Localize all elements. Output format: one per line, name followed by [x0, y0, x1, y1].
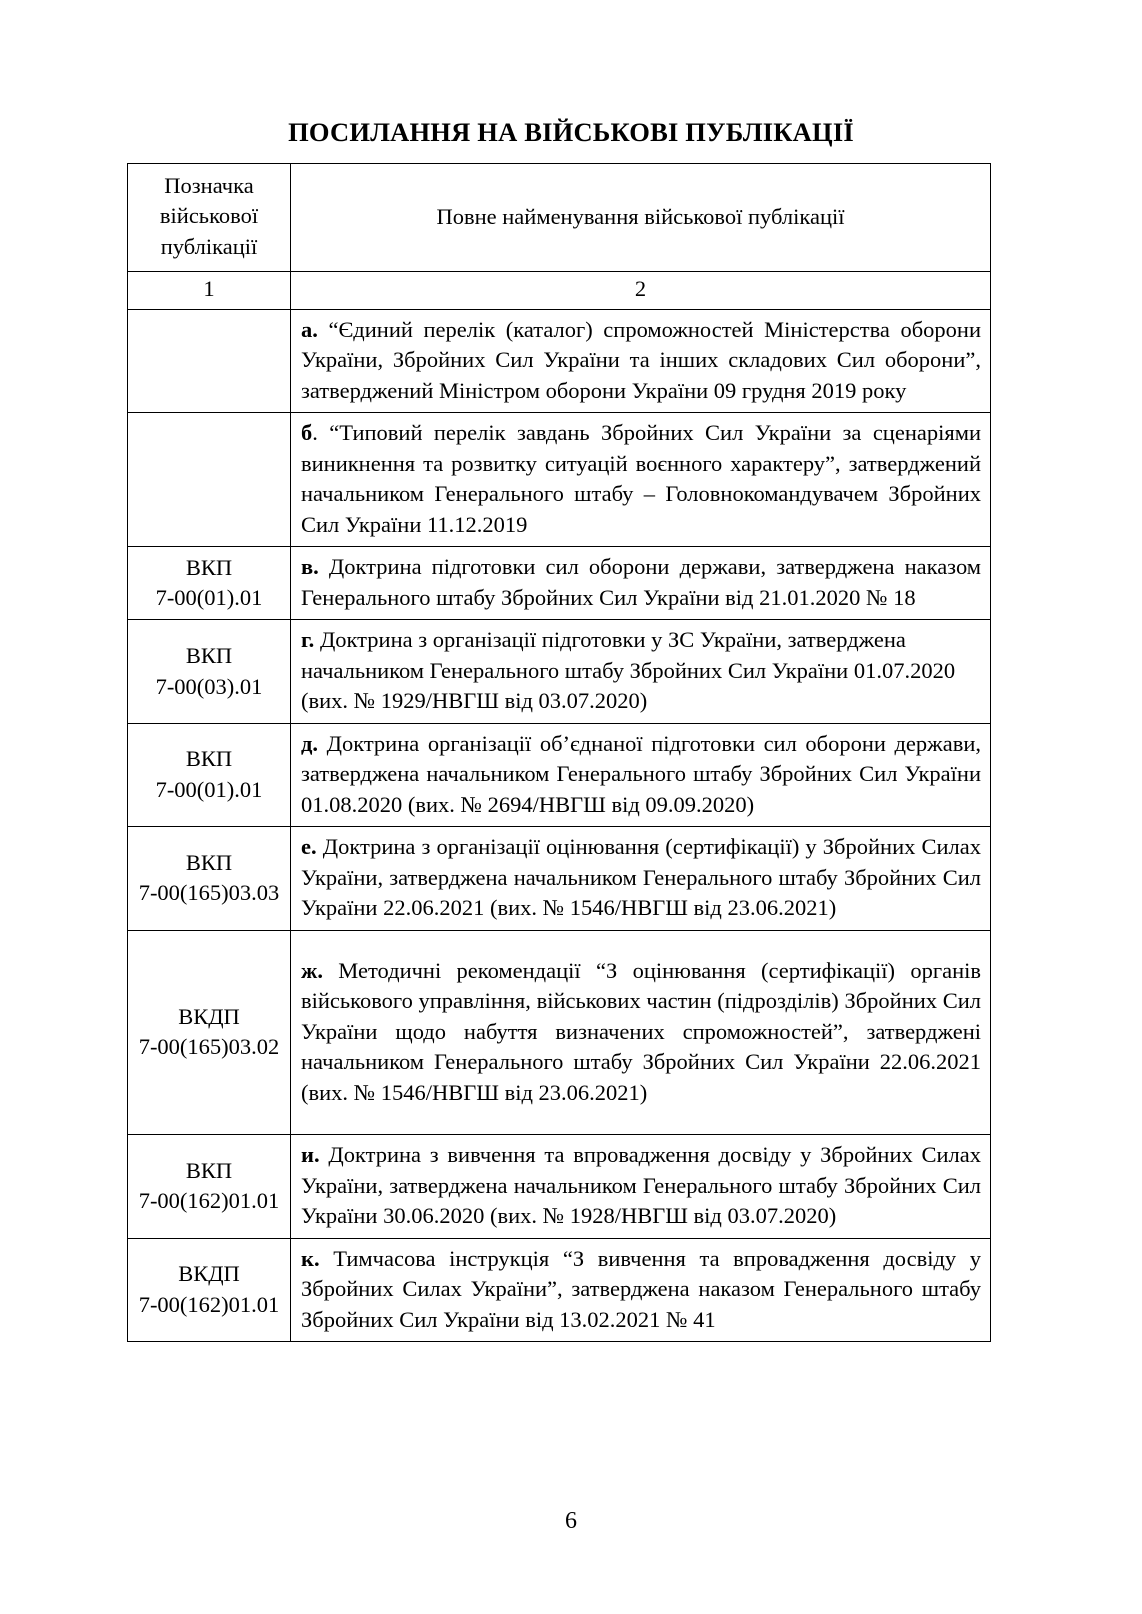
publication-code-line-2: 7-00(165)03.03	[138, 880, 280, 906]
publication-code-cell	[128, 309, 291, 412]
header-cell-name: Повне найменування військової публікації	[291, 164, 991, 272]
item-marker: в.	[301, 554, 319, 580]
publication-code-line-1: ВКДП	[178, 1003, 240, 1029]
item-marker: д.	[301, 730, 319, 756]
table-row	[128, 309, 991, 412]
table-row	[128, 620, 991, 723]
publication-code-cell	[128, 1135, 291, 1238]
publication-code-line-2: 7-00(162)01.01	[138, 1291, 280, 1317]
item-marker: к.	[301, 1245, 320, 1271]
publication-name-cell	[291, 309, 991, 412]
publication-code-line-1: ВКП	[185, 849, 233, 875]
publication-code-cell	[128, 620, 291, 723]
publication-code-line-2: 7-00(162)01.01	[138, 1188, 280, 1214]
item-marker: и.	[301, 1142, 320, 1168]
header-code-line-1: Позначка	[164, 173, 254, 198]
publication-code-line-1: ВКДП	[178, 1261, 240, 1287]
military-publications-table	[127, 163, 991, 1342]
item-text: Доктрина з організації оцінювання (сертифікації) у Збройних Силах України, затверджена начальником Генерального штабу Збройних Сил України 22.06.2021 (вих. № 1546/НВГШ від 23.06.2021)	[301, 834, 982, 921]
page-title: ПОСИЛАННЯ НА ВІЙСЬКОВІ ПУБЛІКАЦІЇ	[288, 117, 854, 147]
table-row	[128, 547, 991, 620]
item-text: . “Типовий перелік завдань Збройних Сил України за сценаріями виникнення та розвитку ситуацій воєнного характеру”, затверджений начальником Генерального штабу – Головнокомандувачем Збройних Сил України 11.12.2019	[301, 420, 981, 537]
item-marker: г.	[301, 627, 315, 653]
item-marker: ж.	[301, 957, 323, 983]
table-row	[128, 1135, 991, 1238]
table-row	[128, 723, 991, 826]
publication-code-line-2: 7-00(01).01	[155, 776, 263, 802]
item-text: Доктрина з вивчення та впровадження досвіду у Збройних Силах України, затверджена начальником Генерального штабу Збройних Сил України 30.06.2020 (вих. № 1928/НВГШ від 03.07.2020)	[301, 1142, 982, 1229]
publication-name-cell	[291, 1238, 991, 1341]
publication-code-cell	[128, 723, 291, 826]
publication-code-cell	[128, 930, 291, 1134]
item-marker: а.	[301, 316, 318, 342]
item-text: Доктрина організації об’єднаної підготовки сил оборони держави, затверджена начальником Генерального штабу Збройних Сил України 01.08.2020 (вих. № 2694/НВГШ від 09.09.2020)	[301, 730, 981, 817]
table-row	[128, 827, 991, 930]
publication-code-line-1: ВКП	[185, 643, 233, 669]
publication-name-cell	[291, 930, 991, 1134]
publication-code-line-1: ВКП	[185, 554, 233, 580]
table-row	[128, 1238, 991, 1341]
header-code-line-2: військової	[159, 203, 259, 229]
publication-code-line-2: 7-00(03).01	[155, 673, 263, 699]
item-text: Доктрина з організації підготовки у ЗС України, затверджена начальником Генерального штабу Збройних Сил України 01.07.2020 (вих. № 1929/НВГШ від 03.07.2020)	[301, 627, 956, 714]
header-cell-code	[128, 164, 291, 272]
column-number-row	[128, 272, 991, 309]
column-number-2: 2	[291, 272, 991, 309]
publication-name-cell	[291, 827, 991, 930]
table-row	[128, 930, 991, 1134]
publication-code-cell	[128, 827, 291, 930]
item-marker: е.	[301, 834, 317, 860]
publication-code-cell	[128, 413, 291, 547]
publication-code-line-2: 7-00(165)03.02	[138, 1034, 280, 1060]
publication-code-line-1: ВКП	[185, 1157, 233, 1183]
page-number: 6	[565, 1508, 577, 1534]
item-marker: б	[301, 420, 313, 446]
item-text: Доктрина підготовки сил оборони держави, затверджена наказом Генерального штабу Збройних Сил України від 21.01.2020 № 18	[301, 554, 981, 610]
publication-name-cell	[291, 723, 991, 826]
item-text: “Єдиний перелік (каталог) спроможностей Міністерства оборони України, Збройних Сил України та інших складових Сил оборони”, затверджений Міністром оборони України 09 грудня 2019 року	[301, 316, 981, 403]
publication-name-cell	[291, 1135, 991, 1238]
table-header-row	[128, 164, 991, 272]
publication-name-cell	[291, 620, 991, 723]
publication-name-cell	[291, 413, 991, 547]
table-row	[128, 413, 991, 547]
header-code-line-3: публікації	[160, 233, 258, 259]
publication-code-line-2: 7-00(01).01	[155, 585, 263, 611]
item-text: Методичні рекомендації “З оцінювання (сертифікації) органів військового управління, військових частин (підрозділів) Збройних Сил України щодо набуття визначених спроможностей”, затверджені начальником Генерального штабу Збройних Сил України 22.06.2021 (вих. № 1546/НВГШ від 23.06.2021)	[301, 957, 982, 1105]
item-text: Тимчасова інструкція “З вивчення та впровадження досвіду у Збройних Силах України”, затверджена наказом Генерального штабу Збройних Сил України від 13.02.2021 № 41	[301, 1245, 981, 1332]
publication-code-line-1: ВКП	[185, 746, 233, 772]
publication-code-cell	[128, 1238, 291, 1341]
publication-code-cell	[128, 547, 291, 620]
column-number-1: 1	[128, 272, 291, 309]
publication-name-cell	[291, 547, 991, 620]
